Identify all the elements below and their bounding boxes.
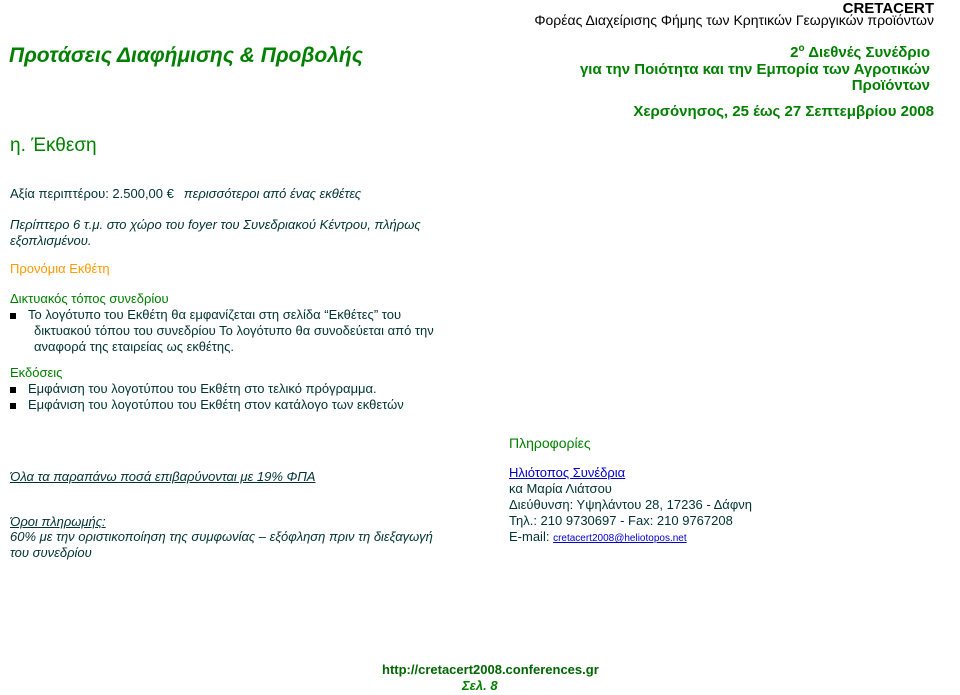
info-phones: Τηλ.: 210 9730697 - Fax: 210 9767208 <box>509 513 733 528</box>
conference-title-line3: Προϊόντων <box>851 77 930 94</box>
payment-terms-label: Όροι πληρωμής: <box>10 514 106 529</box>
euro-icon: € <box>166 186 174 201</box>
conference-name: Διεθνές Συνέδριο <box>804 44 930 61</box>
bullet-icon <box>10 403 16 409</box>
list-item <box>10 397 404 412</box>
info-contact: κα Μαρία Λιάτσου <box>509 481 612 496</box>
info-address: Διεύθυνση: Υψηλάντου 28, 17236 - Δάφνη <box>509 497 752 512</box>
conference-number: 2 <box>790 44 799 61</box>
privileges-title: Προνόμια Εκθέτη <box>10 261 110 276</box>
info-email <box>509 529 687 544</box>
org-link[interactable]: Ηλιότοπος Συνέδρια <box>509 465 626 480</box>
payment-terms-line1: 60% με την οριστικοποίηση της συμφωνίας – εξόφληση πριν τη διεξαγωγή <box>10 529 433 544</box>
web-bullet-line2: δικτυακού τόπου του συνεδρίου Το λογότυπο θα συνοδεύεται από την <box>34 323 434 338</box>
price-label: Αξία περιπτέρου: 2.500,00 <box>10 186 164 201</box>
email-label: E-mail: <box>509 529 554 544</box>
vat-note: Όλα τα παραπάνω ποσά επιβαρύνονται με 19% ΦΠΑ <box>10 469 316 484</box>
org-name: CRETACERT <box>842 0 934 17</box>
bullet-icon <box>10 387 16 393</box>
email-link[interactable]: cretacert2008@heliotopos.net <box>553 533 687 544</box>
web-heading: Δικτυακός τόπος συνεδρίου <box>10 291 169 306</box>
info-org <box>509 465 625 480</box>
conference-title-line2: για την Ποιότητα και την Εμπορία των Αγροτικών <box>579 61 930 78</box>
org-description: Φορέας Διαχείρισης Φήμης των Κρητικών Γεωργικών προϊόντων <box>534 12 934 28</box>
publication-item-text: Εμφάνιση του λογοτύπου του Εκθέτη στο τελικό πρόγραμμα. <box>28 381 377 396</box>
bullet-icon <box>10 313 16 319</box>
web-bullet-line3: αναφορά της εταιρείας ως εκθέτης. <box>34 339 235 354</box>
footer-url[interactable]: http://cretacert2008.conferences.gr <box>382 662 599 677</box>
stand-price <box>10 186 361 201</box>
page-title: Προτάσεις Διαφήμισης & Προβολής <box>9 44 363 67</box>
section-title: η. Έκθεση <box>10 135 97 156</box>
info-title: Πληροφορίες <box>509 435 591 451</box>
location-date: Χερσόνησος, 25 έως 27 Σεπτεμβρίου 2008 <box>633 103 934 120</box>
web-bullet <box>10 307 401 322</box>
conference-ordinal: ο <box>798 43 805 54</box>
publication-item-text: Εμφάνιση του λογοτύπου του Εκθέτη στον κατάλογο των εκθετών <box>28 397 404 412</box>
web-bullet-text: Το λογότυπο του Εκθέτη θα εμφανίζεται στη σελίδα “Εκθέτες” του <box>28 307 402 322</box>
price-note: περισσότεροι από ένας εκθέτες <box>183 186 362 201</box>
stand-description-line1: Περίπτερο 6 τ.μ. στο χώρο του foyer του Συνεδριακού Κέντρου, πλήρως <box>10 217 421 232</box>
list-item <box>10 381 377 396</box>
page-number: Σελ. 8 <box>462 678 498 693</box>
stand-description-line2: εξοπλισμένου. <box>10 233 92 248</box>
payment-terms-line2: του συνεδρίου <box>10 545 92 560</box>
publications-heading: Εκδόσεις <box>10 365 63 380</box>
conference-title-line1 <box>790 43 930 61</box>
